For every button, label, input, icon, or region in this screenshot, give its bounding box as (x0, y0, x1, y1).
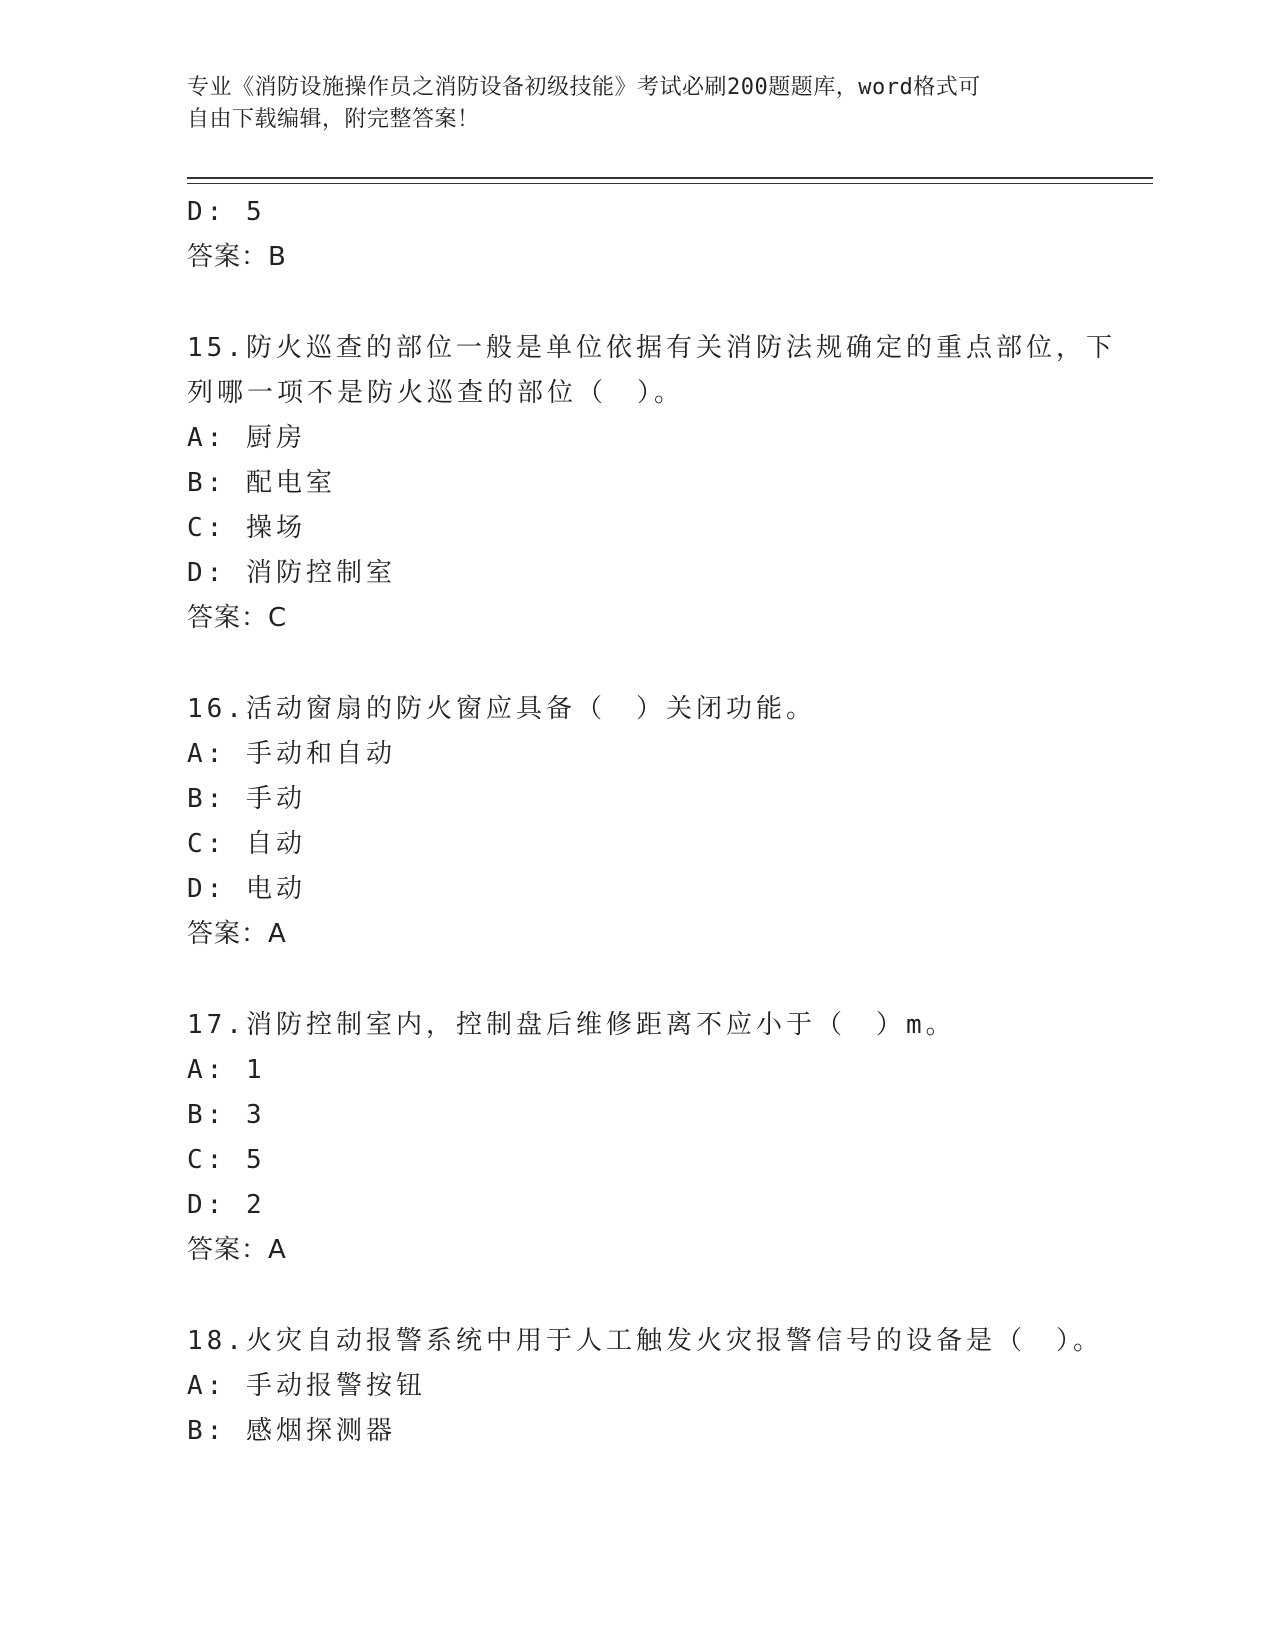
option-item: A: 厨房 (187, 423, 306, 453)
question-text: 16.活动窗扇的防火窗应具备（ ）关闭功能。 (187, 694, 816, 724)
question-block-15 (187, 326, 1147, 641)
answer-line: 答案：A (187, 1235, 287, 1265)
question-text-continued: 列哪一项不是防火巡查的部位（ ）。 (187, 378, 685, 408)
question-block-17 (187, 1003, 1147, 1273)
option-item: B: 3 (187, 1100, 266, 1130)
option-item: D: 消防控制室 (187, 558, 396, 588)
header-divider-thin (187, 183, 1153, 184)
question-block-16 (187, 687, 1147, 957)
option-item: C: 自动 (187, 829, 306, 859)
question-text: 17.消防控制室内，控制盘后维修距离不应小于（ ）m。 (187, 1010, 956, 1040)
option-item: D: 2 (187, 1190, 266, 1220)
answer-line: 答案：C (187, 603, 288, 633)
header-divider-thick (187, 177, 1153, 179)
document-header (187, 72, 1087, 136)
option-item: B: 配电室 (187, 468, 336, 498)
question-text: 15.防火巡查的部位一般是单位依据有关消防法规确定的重点部位，下 (187, 333, 1116, 363)
option-item: C: 5 (187, 1145, 266, 1175)
option-item: D: 电动 (187, 874, 306, 904)
question-block-18 (187, 1319, 1147, 1454)
option-item: A: 1 (187, 1055, 266, 1085)
answer-line: 答案：B (187, 242, 287, 272)
document-body (187, 190, 1147, 1454)
option-item: B: 感烟探测器 (187, 1416, 396, 1446)
option-item: D: 5 (187, 197, 266, 227)
header-line-2: 自由下载编辑，附完整答案！ (187, 107, 480, 132)
header-line-1: 专业《消防设施操作员之消防设备初级技能》考试必刷200题题库，word格式可 (187, 75, 981, 100)
option-item: C: 操场 (187, 513, 306, 543)
answer-line: 答案：A (187, 919, 287, 949)
option-item: A: 手动报警按钮 (187, 1371, 426, 1401)
option-item: B: 手动 (187, 784, 306, 814)
option-item: A: 手动和自动 (187, 739, 396, 769)
question-text: 18.火灾自动报警系统中用于人工触发火灾报警信号的设备是（ ）。 (187, 1326, 1103, 1356)
